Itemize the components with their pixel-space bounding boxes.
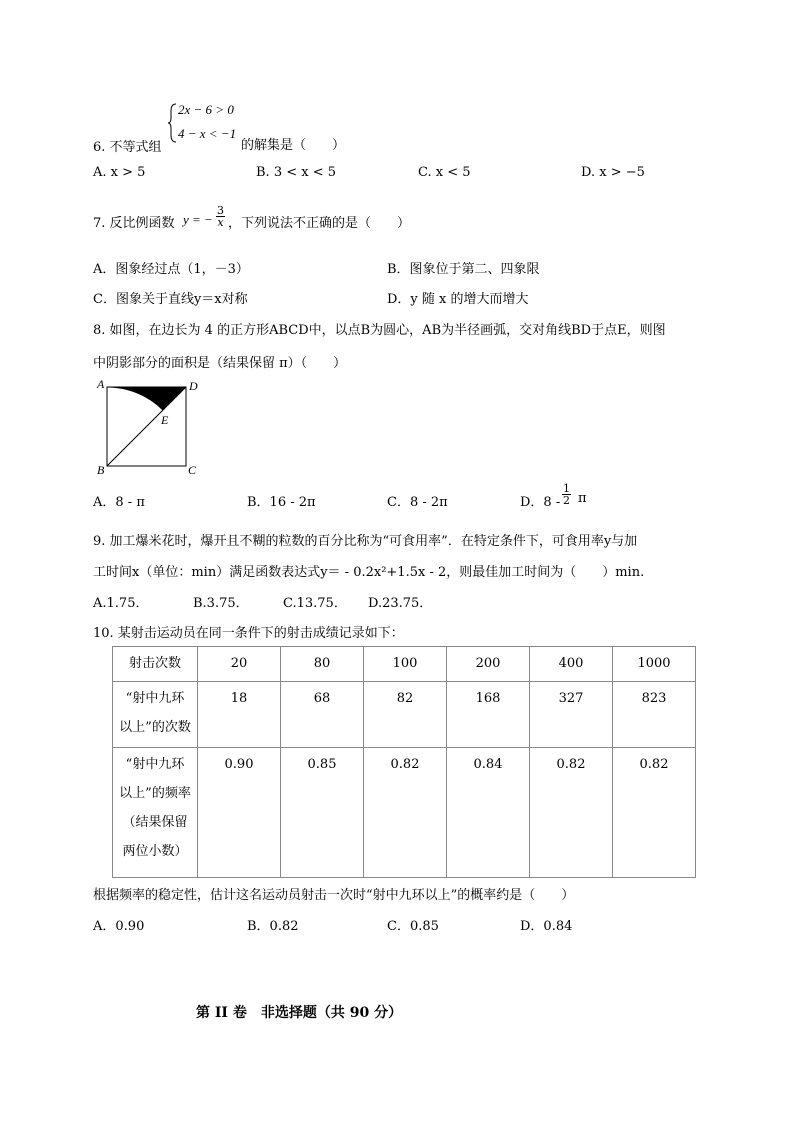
left-brace-icon xyxy=(168,103,178,143)
table-cell: 68 xyxy=(281,682,364,748)
q8-option-b: B．16 - 2π xyxy=(247,495,316,510)
q9-option-a: A.1.75． xyxy=(93,596,149,611)
q10-option-c: C．0.85 xyxy=(387,919,439,934)
table-cell: 1000 xyxy=(613,647,696,682)
q10-option-a: A．0.90 xyxy=(93,919,145,934)
row3-label-line3: （结果保留 xyxy=(122,815,188,830)
q7-frac-num: 3 xyxy=(217,204,224,217)
shooting-record-table xyxy=(112,646,696,878)
row1-label: 射击次数 xyxy=(113,647,198,682)
q6-option-d: D. x > −5 xyxy=(581,165,645,180)
q7-option-a: A．图象经过点（1，－3） xyxy=(93,262,249,277)
q8-option-d-tail: π xyxy=(578,491,587,506)
table-cell: 200 xyxy=(447,647,530,682)
q7-option-b: B．图象位于第二、四象限 xyxy=(387,262,540,277)
table-cell: 20 xyxy=(198,647,281,682)
q7-option-d: D．y 随 x 的增大而增大 xyxy=(387,292,529,307)
q7-frac-den: x xyxy=(217,216,224,229)
row2-label-line2: 以上”的次数 xyxy=(119,720,191,735)
row3-label-line2: 以上”的频率 xyxy=(119,786,191,801)
table-cell: 0.90 xyxy=(198,748,281,878)
q8-option-d: D．8 - xyxy=(520,495,561,510)
q8-optd-frac-den: 2 xyxy=(563,494,570,507)
q6-option-b: B. 3 < x < 5 xyxy=(256,165,337,180)
table-cell: 327 xyxy=(530,682,613,748)
table-cell: 0.82 xyxy=(530,748,613,878)
section-title: 第 II 卷 非选择题（共 90 分） xyxy=(196,1005,403,1021)
table-row xyxy=(113,748,696,878)
label-c: C xyxy=(188,463,197,477)
q8-option-c: C．8 - 2π xyxy=(387,495,448,510)
q10-question: 根据频率的稳定性，估计这名运动员射击一次时“射中九环以上”的概率约是（ ） xyxy=(93,888,575,903)
label-b: B xyxy=(97,463,105,477)
row2-label xyxy=(113,682,198,748)
table-cell: 0.82 xyxy=(613,748,696,878)
row3-label-line1: “射中九环 xyxy=(125,757,185,772)
q9-option-c: C.13.75． xyxy=(283,596,347,611)
square-arc-figure xyxy=(92,377,207,477)
table-cell: 18 xyxy=(198,682,281,748)
q10-option-d: D．0.84 xyxy=(520,919,573,934)
table-cell: 82 xyxy=(364,682,447,748)
table-cell: 0.85 xyxy=(281,748,364,878)
q8-stem-line1: 8. 如图，在边长为 4 的正方形ABCD中，以点B为圆心，AB为半径画弧，交对角线BD于点E，则图 xyxy=(93,323,666,338)
table-cell: 823 xyxy=(613,682,696,748)
q9-option-b: B.3.75． xyxy=(193,596,249,611)
q6-stem-prefix: 6. 不等式组 xyxy=(93,140,162,155)
label-d: D xyxy=(189,379,198,393)
q8-option-d-fraction xyxy=(562,483,571,506)
q8-figure xyxy=(92,377,207,477)
q8-option-a: A．8 - π xyxy=(93,495,145,510)
q6-system-eq1: 2x − 6 > 0 xyxy=(178,102,234,117)
table-cell: 100 xyxy=(364,647,447,682)
q9-option-d: D.23.75． xyxy=(368,596,433,611)
shaded-region xyxy=(107,387,186,410)
q7-function: y = − xyxy=(183,212,213,227)
table-cell: 400 xyxy=(530,647,613,682)
q8-stem-line2: 中阴影部分的面积是（结果保留 π）（ ） xyxy=(93,356,347,371)
row3-label xyxy=(113,748,198,878)
q6-option-a: A. x > 5 xyxy=(93,165,146,180)
row3-label-line4: 两位小数） xyxy=(122,844,188,859)
q6-stem-suffix: 的解集是（ ） xyxy=(241,138,346,153)
q10-stem: 10. 某射击运动员在同一条件下的射击成绩记录如下： xyxy=(93,626,404,641)
label-a: A xyxy=(97,377,105,391)
q6-option-c: C. x < 5 xyxy=(418,165,471,180)
label-e: E xyxy=(161,413,169,427)
q9-stem-line1: 9. 加工爆米花时，爆开且不糊的粒数的百分比称为“可食用率”．在特定条件下，可食用率y与加 xyxy=(93,534,638,549)
q9-stem-line2: 工时间x（单位：min）满足函数表达式y＝ - 0.2x²+1.5x - 2，则最佳加工时间为（ ）min. xyxy=(93,565,645,580)
table-row xyxy=(113,682,696,748)
table-row xyxy=(113,647,696,682)
q7-fraction xyxy=(216,205,225,228)
table-cell: 168 xyxy=(447,682,530,748)
q7-stem-prefix: 7. 反比例函数 xyxy=(93,216,175,231)
q7-stem-suffix: ，下列说法不正确的是（ ） xyxy=(228,216,411,231)
q6-system-brace xyxy=(168,103,178,147)
table-cell: 0.84 xyxy=(447,748,530,878)
q6-system-eq2: 4 − x < −1 xyxy=(178,126,237,141)
q8-optd-frac-num: 1 xyxy=(563,482,570,495)
q10-option-b: B．0.82 xyxy=(247,919,299,934)
row2-label-line1: “射中九环 xyxy=(125,691,185,706)
table-cell: 0.82 xyxy=(364,748,447,878)
q7-option-c: C．图象关于直线y＝x对称 xyxy=(93,292,248,307)
table-cell: 80 xyxy=(281,647,364,682)
